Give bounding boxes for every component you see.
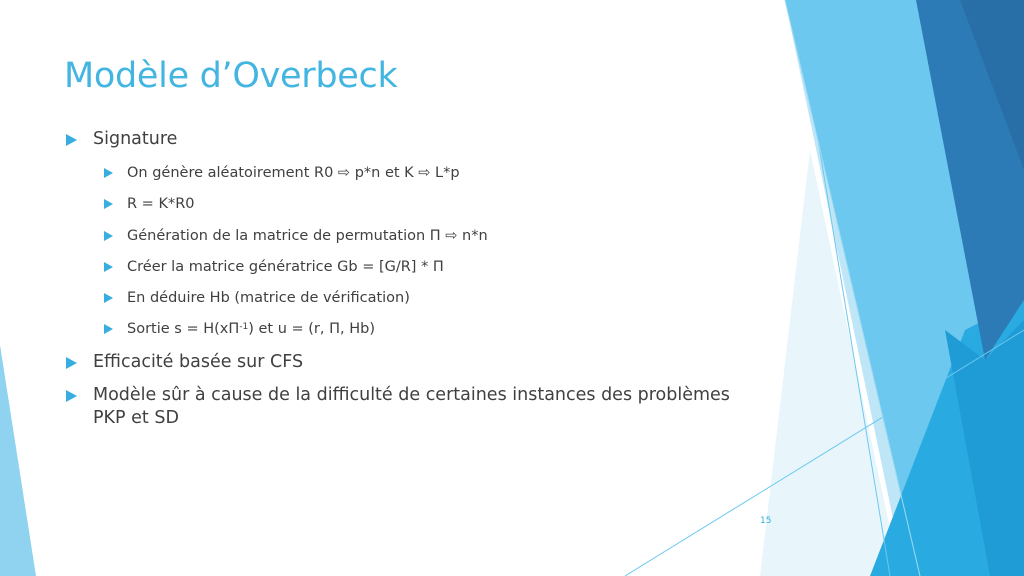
bullet-text: Signature	[93, 129, 178, 149]
slide-content	[66, 128, 766, 440]
sub-bullet-item	[66, 257, 766, 277]
sortie-superscript: -1	[239, 322, 249, 333]
sub-bullet-triangle-icon	[104, 262, 113, 272]
bullet-triangle-icon	[66, 390, 77, 402]
left-decor-shape	[0, 345, 36, 576]
sortie-text-before: Sortie s = H(xΠ	[127, 321, 240, 338]
sub-bullet-list	[66, 163, 766, 339]
sub-bullet-text: Génération de la matrice de permutation Π ⇨ n*n	[127, 227, 488, 244]
bullet-text: Efficacité basée sur CFS	[93, 351, 304, 372]
sub-bullet-triangle-icon	[104, 231, 113, 241]
bullet-text: Modèle sûr à cause de la difficulté de certaines instances des problèmes PKP et SD	[93, 384, 730, 428]
bullet-triangle-icon	[66, 134, 77, 146]
slide-title: Modèle d’Overbeck	[64, 56, 398, 96]
page-number: 15	[760, 516, 772, 526]
sortie-text-after: ) et u = (r, Π, Hb)	[248, 321, 375, 338]
sub-bullet-triangle-icon	[104, 324, 113, 334]
sub-bullet-triangle-icon	[104, 293, 113, 303]
sub-bullet-item	[66, 163, 766, 183]
bullet-item	[66, 128, 766, 151]
bullet-triangle-icon	[66, 357, 77, 369]
sub-bullet-item	[66, 194, 766, 214]
sub-bullet-item	[66, 226, 766, 246]
sub-bullet-text	[127, 321, 375, 337]
sub-bullet-text: On génère aléatoirement R0 ⇨ p*n et K ⇨ L*p	[127, 165, 460, 181]
sub-bullet-text: En déduire Hb (matrice de vérification)	[127, 290, 410, 307]
sub-bullet-triangle-icon	[104, 168, 113, 178]
sub-bullet-text: R = K*R0	[127, 196, 195, 213]
sub-bullet-item	[66, 288, 766, 308]
sub-bullet-text: Créer la matrice génératrice Gb = [G/R] * Π	[127, 258, 444, 275]
bullet-item	[66, 384, 766, 430]
sub-bullet-triangle-icon	[104, 199, 113, 209]
sub-bullet-item	[66, 319, 766, 339]
bullet-item	[66, 351, 766, 374]
